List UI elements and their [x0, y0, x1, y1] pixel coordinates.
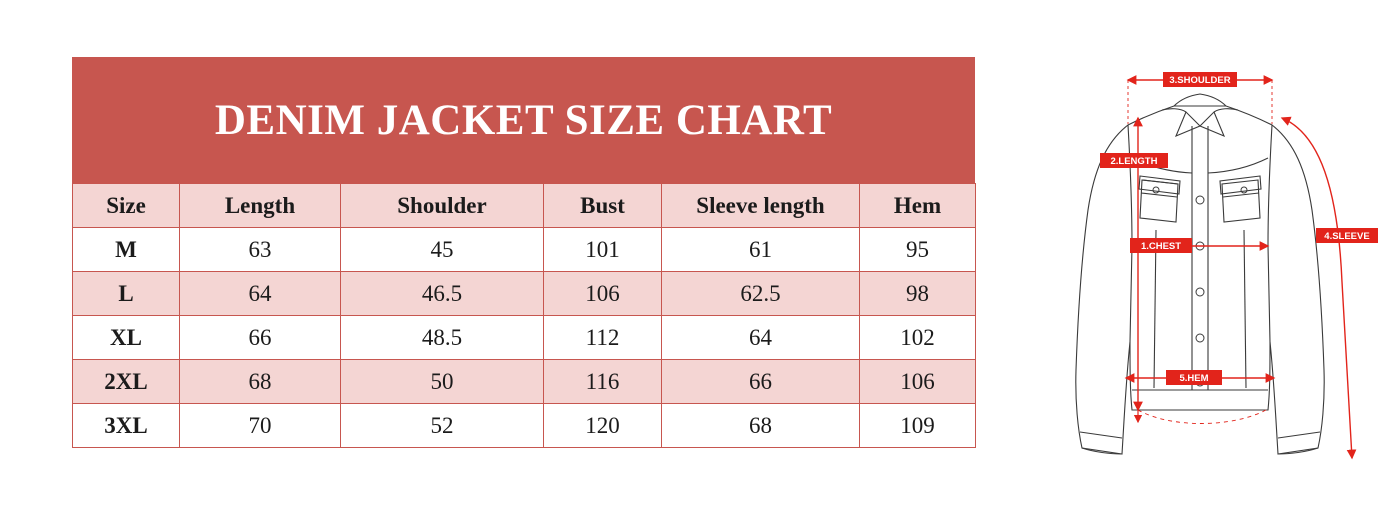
table-header [73, 184, 976, 228]
page-title: DENIM JACKET SIZE CHART [214, 96, 833, 144]
cell-length: 66 [180, 316, 341, 360]
cell-sleeve-length: 61 [662, 228, 860, 272]
cell-bust: 120 [544, 404, 662, 448]
cell-sleeve-length: 64 [662, 316, 860, 360]
length-label: 2.LENGTH [1110, 156, 1158, 167]
cell-size: 2XL [73, 360, 180, 404]
cell-sleeve-length: 66 [662, 360, 860, 404]
cell-shoulder: 50 [341, 360, 544, 404]
chart-title-bar [72, 57, 975, 183]
cell-bust: 116 [544, 360, 662, 404]
cell-bust: 112 [544, 316, 662, 360]
chest-label: 1.CHEST [1140, 241, 1182, 252]
jacket-measurement-diagram [1020, 50, 1380, 490]
cell-shoulder: 52 [341, 404, 544, 448]
cell-length: 64 [180, 272, 341, 316]
cell-shoulder: 45 [341, 228, 544, 272]
cell-shoulder: 46.5 [341, 272, 544, 316]
sleeve-arrow [1282, 118, 1352, 458]
hem-guide-line [1138, 410, 1266, 424]
cell-hem: 109 [860, 404, 976, 448]
cell-size: XL [73, 316, 180, 360]
cell-hem: 98 [860, 272, 976, 316]
cell-sleeve-length: 68 [662, 404, 860, 448]
column-header-shoulder: Shoulder [341, 184, 544, 228]
cell-size: M [73, 228, 180, 272]
button-details [1153, 187, 1247, 386]
cell-hem: 106 [860, 360, 976, 404]
table-header-row [73, 184, 976, 228]
column-header-sleeve-length: Sleeve length [662, 184, 860, 228]
cell-bust: 101 [544, 228, 662, 272]
column-header-hem: Hem [860, 184, 976, 228]
column-header-size: Size [73, 184, 180, 228]
cell-sleeve-length: 62.5 [662, 272, 860, 316]
column-header-length: Length [180, 184, 341, 228]
cell-shoulder: 48.5 [341, 316, 544, 360]
hem-label: 5.HEM [1179, 373, 1209, 384]
jacket-illustration [1076, 94, 1324, 454]
size-chart-block [72, 57, 975, 448]
shoulder-label: 3.SHOULDER [1169, 75, 1231, 86]
column-header-bust: Bust [544, 184, 662, 228]
measurement-annotations [1100, 72, 1378, 458]
cell-bust: 106 [544, 272, 662, 316]
table-row [73, 272, 976, 316]
table-row [73, 316, 976, 360]
cell-length: 63 [180, 228, 341, 272]
cell-hem: 95 [860, 228, 976, 272]
table-body [73, 228, 976, 448]
table-row [73, 404, 976, 448]
cell-length: 70 [180, 404, 341, 448]
table-row [73, 228, 976, 272]
size-table [72, 183, 976, 448]
table-row [73, 360, 976, 404]
cell-size: 3XL [73, 404, 180, 448]
sleeve-label: 4.SLEEVE [1324, 231, 1370, 242]
cell-size: L [73, 272, 180, 316]
cell-hem: 102 [860, 316, 976, 360]
cell-length: 68 [180, 360, 341, 404]
